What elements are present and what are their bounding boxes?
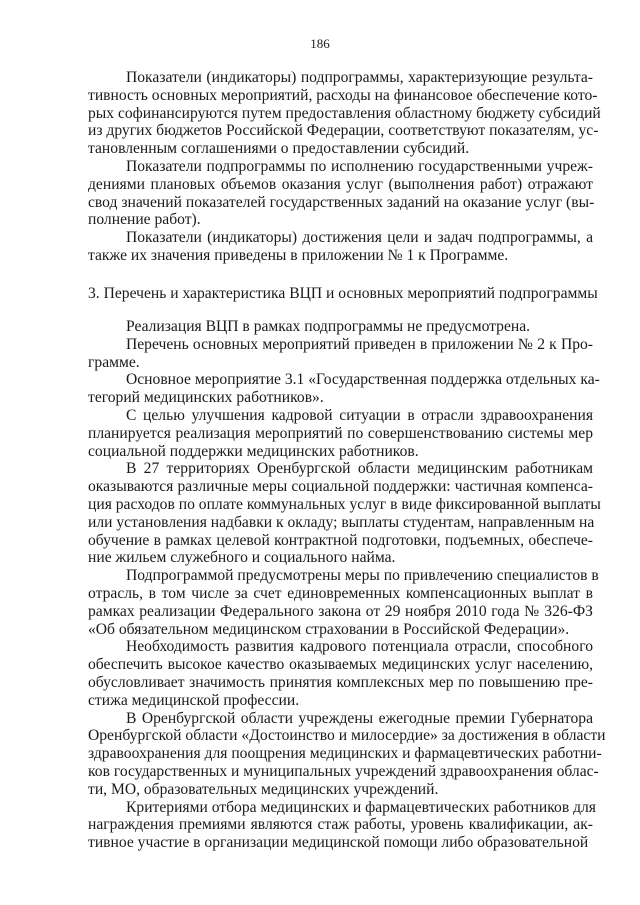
paragraph <box>88 158 593 229</box>
text-line: стижа медицинской профессии. <box>88 691 300 709</box>
paragraph <box>88 638 593 709</box>
text-line: С целью улучшения кадровой ситуации в отрасли здравоохранения <box>126 406 593 424</box>
text-line: Критериями отбора медицинских и фармацевтических работников для <box>126 798 596 816</box>
text-line: тановленным соглашениями о предоставлении субсидий. <box>88 140 470 158</box>
text-line: Подпрограммой предусмотрены меры по привлечению специалистов в <box>126 567 599 585</box>
text-line: Показатели (индикаторы) достижения цели и задач подпрограммы, а <box>126 229 593 247</box>
paragraph <box>88 460 601 567</box>
text-line: тивное участие в организации медицинской помощи либо образовательной <box>88 834 589 852</box>
text-line: тивность основных мероприятий, расходы на финансовое обеспечение кото- <box>88 86 598 104</box>
text-line: ков государственных и муниципальных учреждений здравоохранения облас- <box>88 762 599 780</box>
text-line: Показатели подпрограммы по исполнению государственными учреж- <box>126 157 593 175</box>
text-line: «Об обязательном медицинском страховании в Российской Федерации». <box>88 620 570 638</box>
paragraph <box>88 336 593 372</box>
text-line: социальной поддержки медицинских работников. <box>88 442 419 460</box>
text-line: Реализация ВЦП в рамках подпрограммы не предусмотрена. <box>126 318 531 335</box>
text-line: Необходимость развития кадрового потенциала отрасли, способного <box>126 638 593 656</box>
text-line: дениями плановых объемов оказания услуг (выполнения работ) отражают <box>88 175 593 193</box>
text-line: ти, МО, образовательных медицинских учреждений. <box>88 780 439 798</box>
text-line: или установления надбавки к окладу; выплаты студентам, направленным на <box>88 513 595 531</box>
text-line: награждения премиями являются стаж работы, уровень квалификации, ак- <box>88 816 593 834</box>
text-line: ция расходов по оплате коммунальных услуг в виде фиксированной выплаты <box>88 495 601 513</box>
text-line: ние жильем служебного и социального найма. <box>88 549 396 567</box>
text-line: здравоохранения для поощрения медицинских и фармацевтических работни- <box>88 745 602 763</box>
text-line: отрасль, в том числе за счет единовременных компенсационных выплат в <box>88 584 593 602</box>
text-line: оказываются различные меры социальной поддержки: частичная компенса- <box>88 478 593 496</box>
text-line: Оренбургской области «Достоинство и милосердие» за достижения в области <box>88 727 606 745</box>
page-number: 186 <box>310 36 330 51</box>
paragraph <box>88 567 599 638</box>
text-line: Перечень основных мероприятий приведен в приложении № 2 к Про- <box>126 335 593 353</box>
text-line: Основное мероприятие 3.1 «Государственная поддержка отдельных ка- <box>126 371 600 389</box>
text-line: полнение работ). <box>88 211 201 229</box>
text-line: В Оренбургской области учреждены ежегодные премии Губернатора <box>126 709 593 727</box>
section-heading: 3. Перечень и характеристика ВЦП и основных мероприятий подпрограммы <box>88 285 598 302</box>
text-line: обучение в рамках целевой контрактной подготовки, подъемных, обеспече- <box>88 531 593 549</box>
paragraph <box>88 318 593 336</box>
body-text-before-heading <box>88 69 601 265</box>
paragraph <box>88 229 593 265</box>
paragraph <box>88 798 596 852</box>
text-line: обусловливает значимость принятия комплексных мер по повышению пре- <box>88 673 593 691</box>
text-line: свод значений показателей государственных заданий на оказание услуг (вы- <box>88 193 595 211</box>
body-text-after-heading <box>88 318 606 852</box>
paragraph <box>88 69 601 158</box>
text-line: В 27 территориях Оренбургской области медицинским работникам <box>126 460 593 478</box>
text-line: планируется реализация мероприятий по совершенствованию системы мер <box>88 424 593 442</box>
text-line: Показатели (индикаторы) подпрограммы, характеризующие результа- <box>126 69 593 86</box>
text-line: также их значения приведены в приложении № 1 к Программе. <box>88 246 509 264</box>
text-line: из других бюджетов Российской Федерации, соответствуют показателям, ус- <box>88 122 599 140</box>
text-line: рамках реализации Федерального закона от 29 ноября 2010 года № 326-ФЗ <box>88 602 593 620</box>
text-line: тегорий медицинских работников». <box>88 389 324 407</box>
paragraph <box>88 709 606 799</box>
text-line: грамме. <box>88 353 140 371</box>
paragraph <box>88 407 593 460</box>
text-line: обеспечить высокое качество оказываемых медицинских услуг населению, <box>88 656 593 674</box>
paragraph <box>88 371 600 407</box>
text-line: рых софинансируются путем предоставления областному бюджету субсидий <box>88 104 601 122</box>
